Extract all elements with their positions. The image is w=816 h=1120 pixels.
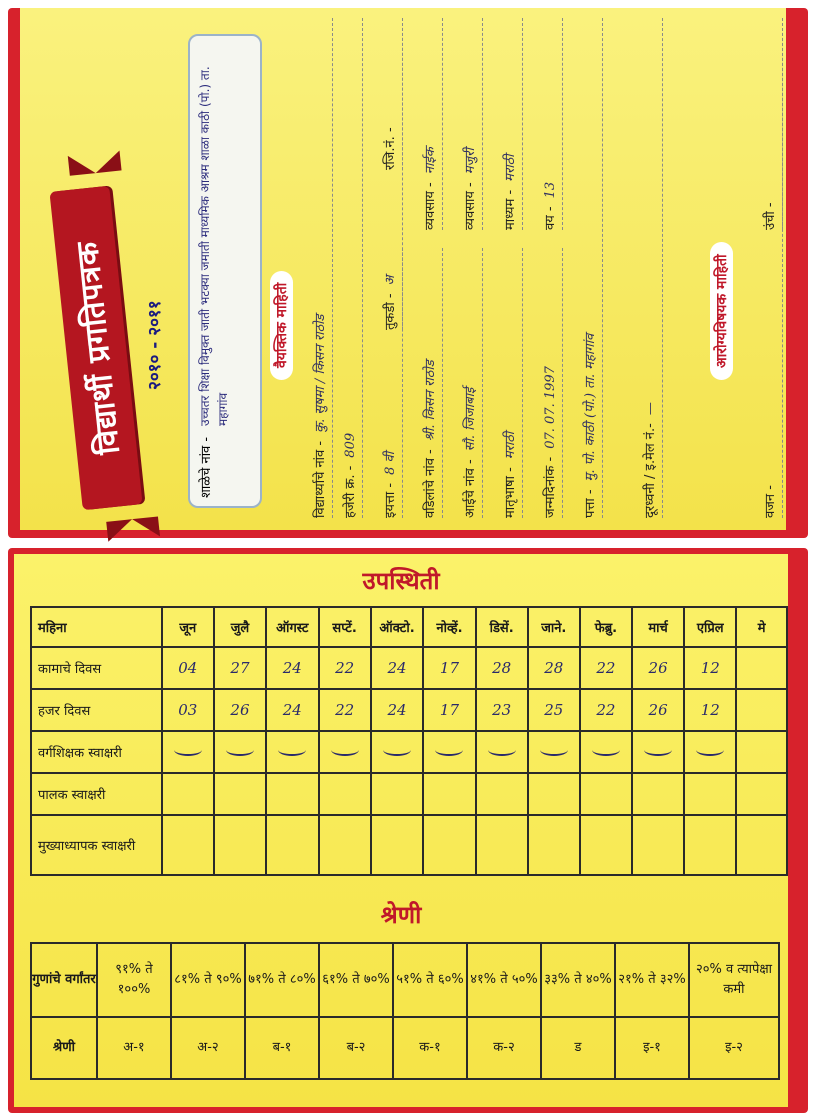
field-value: 809 [343, 432, 358, 458]
attendance-cell [319, 731, 371, 773]
signature-mark [383, 744, 411, 756]
signature-mark [331, 744, 359, 756]
attendance-cell [528, 773, 580, 815]
signature-mark [435, 744, 463, 756]
attendance-cell [266, 773, 318, 815]
field-label: वजन - [763, 485, 778, 518]
attendance-cell [684, 815, 736, 875]
attendance-cell: 12 [684, 689, 736, 731]
grade-range: ५१% ते ६०% [393, 943, 467, 1017]
attendance-cell: 24 [266, 689, 318, 731]
grade-title: श्रेणी [380, 901, 422, 929]
grade-value: अ-१ [97, 1017, 171, 1079]
grade-value: ड [541, 1017, 615, 1079]
health-info-title: आरोग्यविषयक माहिती [710, 242, 733, 380]
field-value: श्री. किसन राठोड [423, 360, 438, 442]
attendance-cell [214, 731, 266, 773]
month-6: डिसें. [476, 607, 528, 647]
field-row [460, 18, 483, 230]
field-value: 8 वी [383, 451, 398, 475]
field-label: तुकडी - [383, 293, 398, 330]
title-ribbon [49, 186, 142, 511]
attendance-title: उपस्थिती [362, 567, 440, 595]
month-9: मार्च [632, 607, 684, 647]
field-value: 13 [543, 181, 558, 199]
attendance-cell [632, 731, 684, 773]
month-4: ऑक्टो. [371, 607, 424, 647]
attendance-cell [476, 731, 528, 773]
field-value: अ [383, 275, 398, 286]
grade-value: इ-१ [615, 1017, 689, 1079]
attendance-cell [580, 773, 632, 815]
grade-value: क-२ [467, 1017, 541, 1079]
signature-mark [540, 744, 568, 756]
attendance-cell: 26 [214, 689, 266, 731]
signature-mark [592, 744, 620, 756]
attendance-cell [266, 815, 318, 875]
row-label: कामाचे दिवस [31, 647, 162, 689]
month-3: सप्टें. [319, 607, 371, 647]
attendance-cell [371, 731, 424, 773]
grade-value: ब-१ [245, 1017, 319, 1079]
student-info-card [8, 8, 808, 538]
attendance-cell: 24 [371, 689, 424, 731]
signature-mark [488, 744, 516, 756]
field-row [640, 18, 663, 518]
field-label: व्यवसाय - [423, 182, 438, 230]
grade-range: ६१% ते ७०% [319, 943, 393, 1017]
grade-table [30, 942, 780, 1080]
attendance-cell [476, 815, 528, 875]
field-label: वय - [543, 206, 558, 230]
field-row [340, 18, 363, 518]
attendance-cell [736, 731, 787, 773]
grade-row [31, 1017, 779, 1079]
grade-value: ब-२ [319, 1017, 393, 1079]
attendance-cell: 27 [214, 647, 266, 689]
attendance-cell: 22 [580, 647, 632, 689]
field-label: हजेरी क्र. - [343, 465, 358, 518]
attendance-cell [214, 773, 266, 815]
row-label: पालक स्वाक्षरी [31, 773, 162, 815]
grade-value: इ-२ [689, 1017, 779, 1079]
attendance-cell: 28 [528, 647, 580, 689]
attendance-cell [684, 731, 736, 773]
attendance-cell: 04 [162, 647, 214, 689]
attendance-header-row [31, 607, 787, 647]
grade-range: ८१% ते ९०% [171, 943, 245, 1017]
month-header: महिना [31, 607, 162, 647]
grade-range: २०% व त्यापेक्षा कमी [689, 943, 779, 1017]
attendance-cell [632, 815, 684, 875]
field-label: पत्ता - [583, 489, 598, 518]
signature-mark [174, 744, 202, 756]
field-row [580, 18, 603, 518]
rotated-content [20, 8, 786, 530]
grade-value: अ-२ [171, 1017, 245, 1079]
field-label: आईचे नांव - [463, 459, 478, 518]
field-value: सौ. जिजाबाई [463, 387, 478, 452]
grade-range: २१% ते ३२% [615, 943, 689, 1017]
attendance-row [31, 647, 787, 689]
card-title: विद्यार्थी प्रगतिपत्रक [69, 239, 127, 457]
school-label: शाळेचे नांव - [199, 436, 214, 498]
month-7: जाने. [528, 607, 580, 647]
attendance-cell: 25 [528, 689, 580, 731]
field-value: 07. 07. 1997 [543, 366, 558, 449]
attendance-cell [736, 773, 787, 815]
month-1: जुलै [214, 607, 266, 647]
field-row [760, 18, 783, 230]
school-box [188, 34, 262, 508]
field-label: इयत्ता - [383, 482, 398, 518]
attendance-cell [423, 731, 475, 773]
attendance-inner [14, 554, 788, 1107]
field-row [380, 18, 403, 170]
attendance-card [8, 548, 808, 1113]
attendance-cell [632, 773, 684, 815]
attendance-cell: 17 [423, 647, 475, 689]
attendance-cell [528, 815, 580, 875]
attendance-cell: 22 [319, 689, 371, 731]
attendance-cell [371, 773, 424, 815]
attendance-cell [162, 815, 214, 875]
attendance-cell [580, 815, 632, 875]
attendance-cell: 12 [684, 647, 736, 689]
field-value: मराठी [503, 154, 518, 182]
attendance-cell [214, 815, 266, 875]
field-row [460, 248, 483, 518]
signature-mark [226, 744, 254, 756]
attendance-cell: 17 [423, 689, 475, 731]
month-2: ऑगस्ट [266, 607, 318, 647]
attendance-cell [528, 731, 580, 773]
field-row [540, 248, 563, 518]
attendance-cell [319, 815, 371, 875]
attendance-cell [476, 773, 528, 815]
attendance-row [31, 689, 787, 731]
field-label: वडिलांचे नांव - [423, 449, 438, 518]
attendance-cell [736, 647, 787, 689]
field-row [420, 18, 443, 230]
attendance-cell [371, 815, 424, 875]
field-row [500, 248, 523, 518]
signature-mark [278, 744, 306, 756]
attendance-cell: 26 [632, 689, 684, 731]
month-8: फेब्रु. [580, 607, 632, 647]
row-label: वर्गशिक्षक स्वाक्षरी [31, 731, 162, 773]
attendance-cell: 23 [476, 689, 528, 731]
field-row [310, 18, 333, 518]
field-label: मातृभाषा - [503, 467, 518, 518]
attendance-cell: 28 [476, 647, 528, 689]
field-row [500, 18, 523, 230]
field-label: रजि.नं. - [383, 127, 398, 170]
grade-range-row [31, 943, 779, 1017]
student-info-inner [20, 8, 786, 530]
field-value: मराठी [503, 431, 518, 460]
attendance-cell [266, 731, 318, 773]
field-label: माध्यम - [503, 189, 518, 230]
field-label: दूरध्वनी / इ.मेल नं.- [643, 423, 658, 518]
signature-mark [696, 744, 724, 756]
field-row [540, 18, 563, 230]
signature-mark [644, 744, 672, 756]
grade-range: ४१% ते ५०% [467, 943, 541, 1017]
field-label: व्यवसाय - [463, 182, 478, 230]
grade-value: क-१ [393, 1017, 467, 1079]
attendance-cell: 24 [371, 647, 424, 689]
attendance-cell [423, 815, 475, 875]
attendance-row [31, 731, 787, 773]
month-5: नोव्हें. [423, 607, 475, 647]
field-value: नाईक [423, 147, 438, 175]
attendance-cell [162, 773, 214, 815]
month-10: एप्रिल [684, 607, 736, 647]
field-value: — [643, 402, 658, 416]
attendance-table [30, 606, 788, 876]
attendance-cell [736, 689, 787, 731]
attendance-row [31, 773, 787, 815]
field-row [420, 248, 443, 518]
attendance-cell [684, 773, 736, 815]
school-name: उच्चतर शिक्षा विमुक्त जाती भटक्या जमाती माध्यमिक आश्रम शाळा काठी (पो.) ता. महागांव [198, 66, 230, 426]
attendance-cell: 22 [580, 689, 632, 731]
attendance-cell [162, 731, 214, 773]
attendance-cell [319, 773, 371, 815]
month-11: मे [736, 607, 787, 647]
attendance-cell [423, 773, 475, 815]
attendance-cell: 22 [319, 647, 371, 689]
field-label: विद्यार्थ्याचे नांव - [313, 440, 328, 518]
field-value: मु. पो. काठी (पो.) ता. महागांव [583, 333, 598, 482]
attendance-row [31, 815, 787, 875]
grade-range: ३३% ते ४०% [541, 943, 615, 1017]
attendance-cell [736, 815, 787, 875]
month-0: जून [162, 607, 214, 647]
attendance-cell [580, 731, 632, 773]
range-label: गुणांचे वर्गांतर [31, 943, 97, 1017]
row-label: हजर दिवस [31, 689, 162, 731]
attendance-cell: 24 [266, 647, 318, 689]
grade-label: श्रेणी [31, 1017, 97, 1079]
field-label: उंची - [763, 202, 778, 230]
field-value: कु. सुषमा / किसन राठोड [313, 314, 328, 433]
attendance-cell: 26 [632, 647, 684, 689]
field-value: मजुरी [463, 148, 478, 175]
field-label: जन्मदिनांक - [543, 456, 558, 518]
row-label: मुख्याध्यापक स्वाक्षरी [31, 815, 162, 875]
grade-range: ७१% ते ८०% [245, 943, 319, 1017]
academic-year: २०१० - २०११ [145, 300, 165, 390]
attendance-cell: 03 [162, 689, 214, 731]
grade-range: ९१% ते १००% [97, 943, 171, 1017]
personal-info-title: वैयक्तिक माहिती [270, 271, 293, 380]
